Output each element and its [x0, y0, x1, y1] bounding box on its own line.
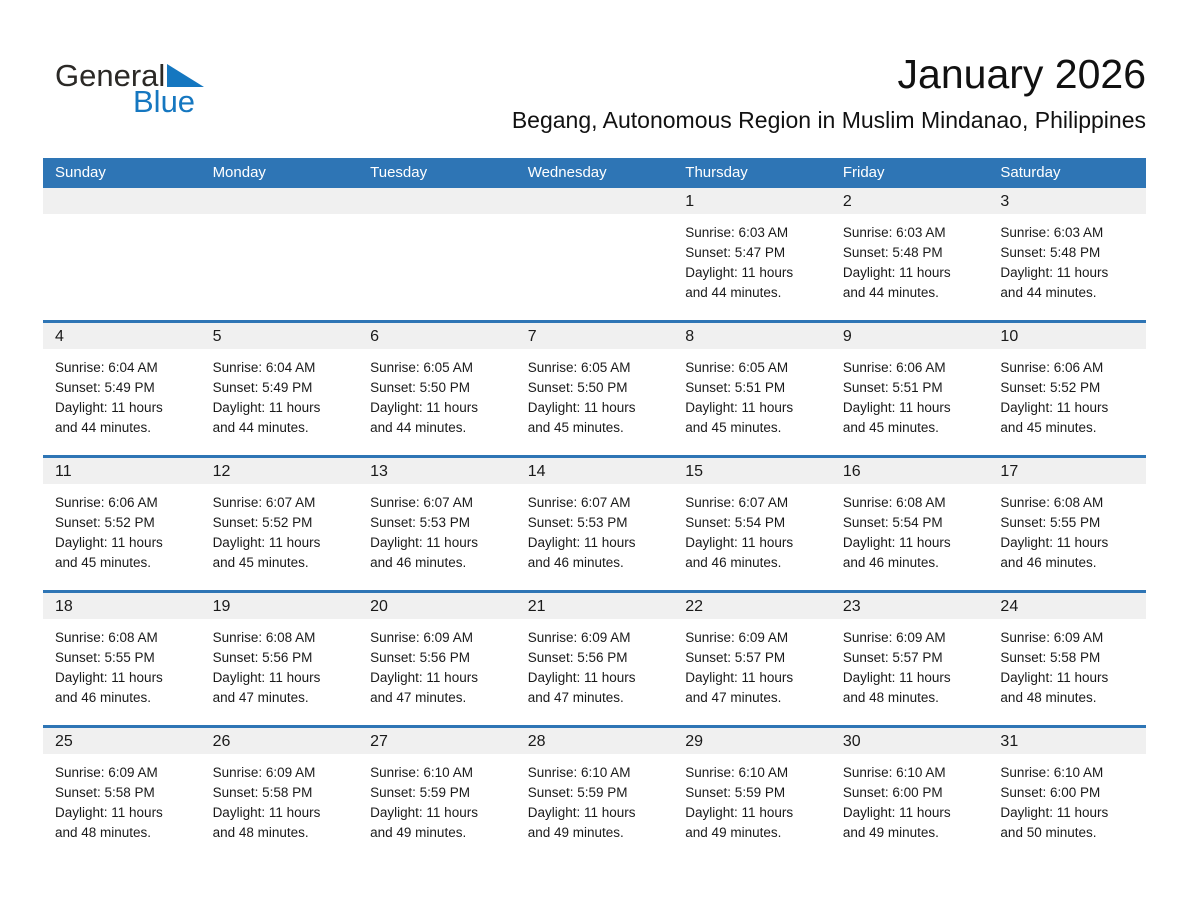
weekday-header-tuesday: Tuesday — [370, 164, 428, 181]
day-number: 29 — [685, 733, 704, 750]
day-number-band — [43, 323, 201, 349]
sunset-text: Sunset: 5:59 PM — [370, 785, 470, 800]
weekday-header-friday: Friday — [842, 164, 885, 181]
day-number: 15 — [685, 463, 704, 480]
day-cell — [43, 458, 201, 590]
day-number: 31 — [1000, 733, 1019, 750]
day-number-band — [201, 728, 359, 754]
sunset-text: Sunset: 5:51 PM — [685, 380, 786, 395]
sunrise-text: Sunrise: 6:05 AM — [527, 360, 631, 375]
day-cell-body — [43, 754, 201, 843]
sunrise-text: Sunrise: 6:10 AM — [685, 765, 789, 780]
sunrise-text: Sunrise: 6:06 AM — [1000, 360, 1104, 375]
sunrise-text: Sunrise: 6:09 AM — [685, 630, 789, 645]
daylight-text-line1: Daylight: 11 hours — [212, 400, 321, 415]
sunset-text: Sunset: 5:52 PM — [55, 515, 155, 530]
day-cell — [673, 458, 831, 590]
day-number: 8 — [685, 328, 695, 345]
daylight-text-line1: Daylight: 11 hours — [685, 400, 794, 415]
sunrise-text: Sunrise: 6:08 AM — [842, 495, 946, 510]
daylight-text-line2: and 45 minutes. — [55, 555, 152, 570]
empty-day-cell — [43, 188, 201, 320]
sunset-text: Sunset: 5:54 PM — [685, 515, 786, 530]
sunset-text: Sunset: 5:52 PM — [212, 515, 313, 530]
day-cell — [201, 323, 359, 455]
daylight-text-line2: and 48 minutes. — [55, 825, 152, 840]
sunrise-text: Sunrise: 6:05 AM — [370, 360, 473, 375]
daylight-text-line2: and 44 minutes. — [685, 285, 782, 300]
day-cell — [831, 188, 989, 320]
day-number-band — [43, 728, 201, 754]
day-number: 4 — [55, 328, 64, 345]
sunrise-text: Sunrise: 6:10 AM — [842, 765, 946, 780]
day-cell — [358, 593, 516, 725]
day-cell-body — [673, 619, 831, 708]
sunrise-text: Sunrise: 6:08 AM — [1000, 495, 1104, 510]
day-cell — [516, 728, 674, 860]
day-cell-body — [516, 484, 674, 573]
day-cell — [673, 728, 831, 860]
day-number-band — [988, 323, 1146, 349]
weekday-header-thursday: Thursday — [685, 164, 748, 181]
day-number: 11 — [55, 463, 72, 480]
sunset-text: Sunset: 5:49 PM — [212, 380, 313, 395]
daylight-text-line2: and 48 minutes. — [1000, 690, 1097, 705]
day-cell-body — [201, 214, 359, 223]
day-cell-body — [201, 349, 359, 438]
day-cell-body — [358, 349, 516, 438]
sunset-text: Sunset: 6:00 PM — [1000, 785, 1101, 800]
daylight-text-line1: Daylight: 11 hours — [370, 670, 478, 685]
sunset-text: Sunset: 5:53 PM — [527, 515, 628, 530]
daylight-text-line1: Daylight: 11 hours — [212, 535, 321, 550]
day-number: 28 — [527, 733, 546, 750]
day-cell-body — [673, 754, 831, 843]
daylight-text-line2: and 44 minutes. — [370, 420, 467, 435]
sunrise-text: Sunrise: 6:09 AM — [1000, 630, 1104, 645]
day-cell — [988, 728, 1146, 860]
day-number: 10 — [1000, 328, 1019, 345]
daylight-text-line2: and 49 minutes. — [527, 825, 624, 840]
day-number: 22 — [685, 598, 704, 615]
day-cell-body — [673, 484, 831, 573]
day-number-band — [201, 323, 359, 349]
day-cell-body — [516, 214, 674, 223]
day-number-band — [516, 323, 674, 349]
daylight-text-line1: Daylight: 11 hours — [685, 265, 794, 280]
day-cell — [516, 458, 674, 590]
daylight-text-line2: and 46 minutes. — [1000, 555, 1097, 570]
day-cell — [988, 458, 1146, 590]
daylight-text-line1: Daylight: 11 hours — [370, 805, 478, 820]
day-number-band — [201, 593, 359, 619]
sunset-text: Sunset: 5:47 PM — [685, 245, 786, 260]
day-cell — [358, 728, 516, 860]
sunset-text: Sunset: 5:50 PM — [527, 380, 628, 395]
sunrise-text: Sunrise: 6:06 AM — [55, 495, 158, 510]
sunrise-text: Sunrise: 6:03 AM — [842, 225, 946, 240]
day-number: 30 — [842, 733, 861, 750]
sunset-text: Sunset: 5:48 PM — [1000, 245, 1101, 260]
daylight-text-line1: Daylight: 11 hours — [55, 535, 163, 550]
daylight-text-line2: and 45 minutes. — [527, 420, 624, 435]
sunrise-text: Sunrise: 6:07 AM — [370, 495, 473, 510]
week-row — [43, 590, 1146, 725]
day-number-band — [516, 593, 674, 619]
day-number-band — [201, 188, 359, 214]
empty-day-cell — [516, 188, 674, 320]
day-cell-body — [43, 214, 201, 223]
day-number: 21 — [527, 598, 546, 615]
sunset-text: Sunset: 5:55 PM — [55, 650, 155, 665]
day-cell-body — [43, 619, 201, 708]
sunrise-text: Sunrise: 6:05 AM — [685, 360, 789, 375]
day-cell — [201, 458, 359, 590]
calendar-table — [43, 158, 1146, 860]
week-row — [43, 455, 1146, 590]
day-number: 2 — [842, 193, 852, 210]
daylight-text-line2: and 46 minutes. — [370, 555, 467, 570]
day-number: 25 — [55, 733, 73, 750]
day-number: 20 — [370, 598, 388, 615]
day-number-band — [43, 458, 201, 484]
day-number-band — [988, 188, 1146, 214]
sunset-text: Sunset: 5:55 PM — [1000, 515, 1101, 530]
daylight-text-line2: and 49 minutes. — [370, 825, 467, 840]
sunrise-text: Sunrise: 6:09 AM — [370, 630, 473, 645]
day-cell-body — [358, 214, 516, 223]
day-cell-body — [988, 754, 1146, 843]
daylight-text-line2: and 45 minutes. — [685, 420, 782, 435]
day-number: 12 — [212, 463, 231, 480]
sunrise-text: Sunrise: 6:09 AM — [842, 630, 946, 645]
sunset-text: Sunset: 5:53 PM — [370, 515, 470, 530]
daylight-text-line2: and 47 minutes. — [212, 690, 309, 705]
sunrise-text: Sunrise: 6:03 AM — [1000, 225, 1104, 240]
daylight-text-line1: Daylight: 11 hours — [527, 400, 636, 415]
daylight-text-line2: and 45 minutes. — [1000, 420, 1097, 435]
day-number: 24 — [1000, 598, 1019, 615]
sunrise-text: Sunrise: 6:09 AM — [55, 765, 158, 780]
day-number: 13 — [370, 463, 388, 480]
day-cell-body — [673, 349, 831, 438]
daylight-text-line1: Daylight: 11 hours — [370, 400, 478, 415]
daylight-text-line1: Daylight: 11 hours — [212, 670, 321, 685]
daylight-text-line2: and 46 minutes. — [527, 555, 624, 570]
sunset-text: Sunset: 5:51 PM — [842, 380, 943, 395]
sunrise-text: Sunrise: 6:07 AM — [527, 495, 631, 510]
sunset-text: Sunset: 5:56 PM — [527, 650, 628, 665]
day-cell — [988, 593, 1146, 725]
day-cell — [988, 188, 1146, 320]
day-cell-body — [831, 619, 989, 708]
daylight-text-line1: Daylight: 11 hours — [842, 805, 951, 820]
day-number: 6 — [370, 328, 380, 345]
sunset-text: Sunset: 5:58 PM — [55, 785, 155, 800]
day-number-band — [988, 728, 1146, 754]
daylight-text-line2: and 47 minutes. — [370, 690, 467, 705]
day-number: 1 — [685, 193, 695, 210]
sunset-text: Sunset: 5:50 PM — [370, 380, 470, 395]
sunset-text: Sunset: 5:59 PM — [527, 785, 628, 800]
sunrise-text: Sunrise: 6:06 AM — [842, 360, 946, 375]
sunset-text: Sunset: 6:00 PM — [842, 785, 943, 800]
day-number: 18 — [55, 598, 73, 615]
day-cell — [988, 323, 1146, 455]
weekday-header-monday: Monday — [212, 164, 266, 181]
daylight-text-line2: and 49 minutes. — [685, 825, 782, 840]
sunrise-text: Sunrise: 6:08 AM — [55, 630, 158, 645]
daylight-text-line1: Daylight: 11 hours — [527, 805, 636, 820]
day-cell — [516, 323, 674, 455]
day-number-band — [43, 188, 201, 214]
day-cell — [516, 593, 674, 725]
day-cell-body — [988, 349, 1146, 438]
day-cell-body — [358, 484, 516, 573]
day-cell-body — [831, 754, 989, 843]
day-cell — [831, 323, 989, 455]
day-number-band — [201, 458, 359, 484]
day-number: 26 — [212, 733, 231, 750]
day-cell-body — [201, 754, 359, 843]
day-cell — [831, 728, 989, 860]
sunset-text: Sunset: 5:54 PM — [842, 515, 943, 530]
day-cell — [673, 593, 831, 725]
day-cell-body — [516, 619, 674, 708]
day-number: 23 — [842, 598, 861, 615]
day-cell — [43, 593, 201, 725]
day-cell-body — [358, 619, 516, 708]
weekday-header-wednesday: Wednesday — [527, 164, 607, 181]
daylight-text-line2: and 44 minutes. — [842, 285, 939, 300]
daylight-text-line1: Daylight: 11 hours — [55, 805, 163, 820]
day-cell-body — [43, 484, 201, 573]
daylight-text-line1: Daylight: 11 hours — [55, 400, 163, 415]
day-number-band — [673, 323, 831, 349]
day-number-band — [831, 593, 989, 619]
day-cell — [673, 323, 831, 455]
day-cell — [358, 323, 516, 455]
logo-text-general: General — [55, 58, 166, 93]
daylight-text-line1: Daylight: 11 hours — [842, 535, 951, 550]
day-cell-body — [358, 754, 516, 843]
day-number-band — [673, 458, 831, 484]
daylight-text-line1: Daylight: 11 hours — [842, 400, 951, 415]
day-cell — [201, 728, 359, 860]
daylight-text-line2: and 46 minutes. — [685, 555, 782, 570]
day-number-band — [831, 728, 989, 754]
daylight-text-line2: and 47 minutes. — [527, 690, 624, 705]
day-cell-body — [201, 484, 359, 573]
day-number: 7 — [527, 328, 537, 345]
day-number: 9 — [842, 328, 852, 345]
sunrise-text: Sunrise: 6:09 AM — [527, 630, 631, 645]
day-number-band — [358, 593, 516, 619]
daylight-text-line2: and 46 minutes. — [55, 690, 152, 705]
day-number: 19 — [212, 598, 231, 615]
month-title: January 2026 — [897, 51, 1146, 97]
day-number-band — [831, 323, 989, 349]
daylight-text-line2: and 44 minutes. — [55, 420, 152, 435]
sunrise-text: Sunrise: 6:07 AM — [685, 495, 789, 510]
weekday-header-row — [43, 158, 1146, 188]
daylight-text-line1: Daylight: 11 hours — [1000, 670, 1109, 685]
daylight-text-line2: and 48 minutes. — [212, 825, 309, 840]
day-number-band — [673, 188, 831, 214]
day-number-band — [673, 728, 831, 754]
day-number-band — [516, 728, 674, 754]
day-cell-body — [43, 349, 201, 438]
daylight-text-line1: Daylight: 11 hours — [212, 805, 321, 820]
sunset-text: Sunset: 5:52 PM — [1000, 380, 1101, 395]
day-number-band — [358, 458, 516, 484]
day-number-band — [358, 323, 516, 349]
sunrise-text: Sunrise: 6:04 AM — [55, 360, 158, 375]
daylight-text-line1: Daylight: 11 hours — [1000, 265, 1109, 280]
daylight-text-line1: Daylight: 11 hours — [1000, 805, 1109, 820]
sunrise-text: Sunrise: 6:10 AM — [1000, 765, 1104, 780]
day-number-band — [358, 188, 516, 214]
daylight-text-line1: Daylight: 11 hours — [1000, 535, 1109, 550]
sunset-text: Sunset: 5:56 PM — [370, 650, 470, 665]
day-cell-body — [988, 214, 1146, 303]
day-number-band — [516, 188, 674, 214]
sunset-text: Sunset: 5:58 PM — [212, 785, 313, 800]
day-cell-body — [831, 484, 989, 573]
sunset-text: Sunset: 5:59 PM — [685, 785, 786, 800]
day-cell — [831, 593, 989, 725]
day-number-band — [831, 458, 989, 484]
day-cell-body — [831, 349, 989, 438]
daylight-text-line2: and 44 minutes. — [1000, 285, 1097, 300]
daylight-text-line2: and 47 minutes. — [685, 690, 782, 705]
day-cell — [43, 728, 201, 860]
daylight-text-line1: Daylight: 11 hours — [527, 670, 636, 685]
daylight-text-line1: Daylight: 11 hours — [842, 670, 951, 685]
daylight-text-line2: and 50 minutes. — [1000, 825, 1097, 840]
daylight-text-line2: and 45 minutes. — [842, 420, 939, 435]
daylight-text-line2: and 44 minutes. — [212, 420, 309, 435]
sunrise-text: Sunrise: 6:03 AM — [685, 225, 789, 240]
sunrise-text: Sunrise: 6:10 AM — [527, 765, 631, 780]
day-cell-body — [673, 214, 831, 303]
day-number-band — [43, 593, 201, 619]
day-number-band — [516, 458, 674, 484]
daylight-text-line1: Daylight: 11 hours — [527, 535, 636, 550]
sunrise-text: Sunrise: 6:08 AM — [212, 630, 316, 645]
day-number: 5 — [212, 328, 222, 345]
day-cell-body — [201, 619, 359, 708]
daylight-text-line1: Daylight: 11 hours — [842, 265, 951, 280]
day-cell-body — [516, 349, 674, 438]
day-number-band — [988, 458, 1146, 484]
title-block — [512, 52, 1146, 134]
day-cell-body — [831, 214, 989, 303]
day-cell — [831, 458, 989, 590]
daylight-text-line2: and 48 minutes. — [842, 690, 939, 705]
day-number-band — [673, 593, 831, 619]
daylight-text-line1: Daylight: 11 hours — [685, 805, 794, 820]
weekday-header-saturday: Saturday — [1000, 164, 1061, 181]
sunset-text: Sunset: 5:57 PM — [842, 650, 943, 665]
day-number: 14 — [527, 463, 546, 480]
day-cell — [673, 188, 831, 320]
day-cell-body — [988, 484, 1146, 573]
day-cell-body — [516, 754, 674, 843]
day-cell-body — [988, 619, 1146, 708]
daylight-text-line1: Daylight: 11 hours — [685, 670, 794, 685]
day-cell — [358, 458, 516, 590]
daylight-text-line1: Daylight: 11 hours — [685, 535, 794, 550]
day-number-band — [988, 593, 1146, 619]
week-row — [43, 188, 1146, 320]
empty-day-cell — [358, 188, 516, 320]
day-number: 16 — [842, 463, 861, 480]
daylight-text-line1: Daylight: 11 hours — [55, 670, 163, 685]
day-cell — [201, 593, 359, 725]
sunset-text: Sunset: 5:57 PM — [685, 650, 786, 665]
sunrise-text: Sunrise: 6:09 AM — [212, 765, 316, 780]
location-subtitle: Begang, Autonomous Region in Muslim Mindanao, Philippines — [511, 107, 1146, 134]
week-row — [43, 320, 1146, 455]
day-number-band — [358, 728, 516, 754]
sunset-text: Sunset: 5:48 PM — [842, 245, 943, 260]
day-number: 3 — [1000, 193, 1010, 210]
sunrise-text: Sunrise: 6:07 AM — [212, 495, 316, 510]
daylight-text-line2: and 45 minutes. — [212, 555, 309, 570]
logo-text-blue: Blue — [133, 84, 196, 119]
sunset-text: Sunset: 5:56 PM — [212, 650, 313, 665]
daylight-text-line1: Daylight: 11 hours — [1000, 400, 1109, 415]
day-number: 17 — [1000, 463, 1019, 480]
weekday-header-sunday: Sunday — [55, 164, 106, 181]
sunset-text: Sunset: 5:49 PM — [55, 380, 155, 395]
day-cell — [43, 323, 201, 455]
daylight-text-line2: and 46 minutes. — [842, 555, 939, 570]
empty-day-cell — [201, 188, 359, 320]
calendar-weeks — [43, 188, 1146, 860]
day-number: 27 — [370, 733, 388, 750]
sunrise-text: Sunrise: 6:04 AM — [212, 360, 316, 375]
general-blue-logo — [55, 60, 204, 117]
week-row — [43, 725, 1146, 860]
daylight-text-line1: Daylight: 11 hours — [370, 535, 478, 550]
day-number-band — [831, 188, 989, 214]
daylight-text-line2: and 49 minutes. — [842, 825, 939, 840]
sunset-text: Sunset: 5:58 PM — [1000, 650, 1101, 665]
sunrise-text: Sunrise: 6:10 AM — [370, 765, 473, 780]
